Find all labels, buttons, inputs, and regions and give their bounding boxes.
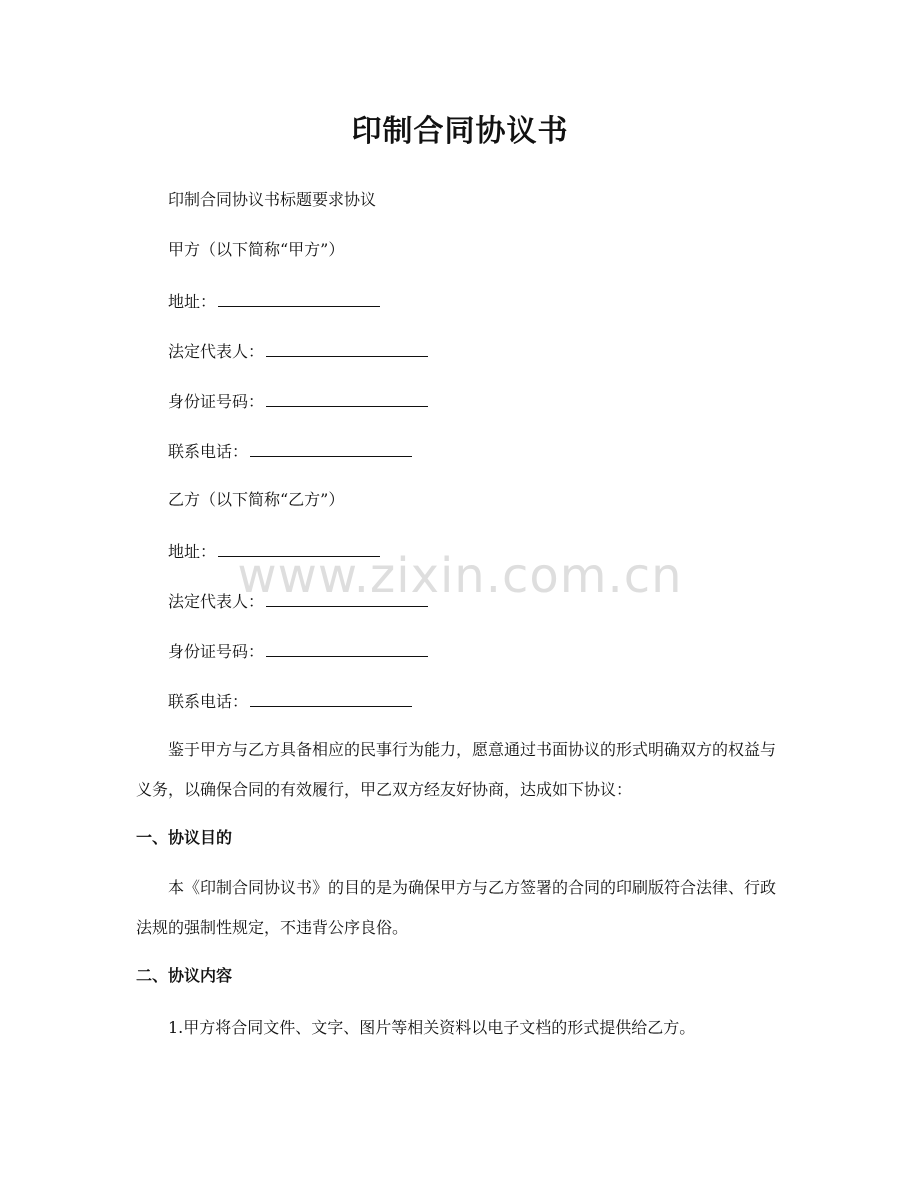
party-b-rep-blank <box>266 588 428 607</box>
party-a-address-blank <box>218 288 380 307</box>
party-a-rep-label: 法定代表人： <box>168 342 265 361</box>
document-title: 印制合同协议书 <box>351 114 569 149</box>
section2-heading: 二、协议内容 <box>136 966 233 985</box>
watermark: www.zixin.com.cn <box>237 548 683 604</box>
party-a-id-label: 身份证号码： <box>168 392 265 411</box>
party-a-heading: 甲方（以下简称“甲方”） <box>168 240 345 259</box>
party-a-rep-row <box>168 338 428 364</box>
party-b-id-blank <box>266 638 428 657</box>
party-b-address-row <box>168 538 380 564</box>
party-a-address-label: 地址： <box>168 292 217 311</box>
party-b-address-blank <box>218 538 380 557</box>
party-b-phone-label: 联系电话： <box>168 692 249 711</box>
document-subtitle: 印制合同协议书标题要求协议 <box>168 190 377 209</box>
section2-item1: 1.甲方将合同文件、文字、图片等相关资料以电子文档的形式提供给乙方。 <box>168 1018 696 1037</box>
section1-body: 本《印制合同协议书》的目的是为确保甲方与乙方签署的合同的印刷版符合法律、行政法规的强制性规定，不违背公序良俗。 <box>136 878 777 937</box>
party-a-id-row <box>168 388 428 414</box>
party-a-phone-row <box>168 438 412 464</box>
party-b-rep-row <box>168 588 428 614</box>
section1-heading: 一、协议目的 <box>136 828 233 847</box>
party-a-phone-label: 联系电话： <box>168 442 249 461</box>
party-b-phone-blank <box>250 688 412 707</box>
party-b-phone-row <box>168 688 412 714</box>
party-a-id-blank <box>266 388 428 407</box>
party-b-address-label: 地址： <box>168 542 217 561</box>
party-b-heading: 乙方（以下简称“乙方”） <box>168 490 345 509</box>
party-b-id-label: 身份证号码： <box>168 642 265 661</box>
party-b-rep-label: 法定代表人： <box>168 592 265 611</box>
party-b-id-row <box>168 638 428 664</box>
party-a-phone-blank <box>250 438 412 457</box>
party-a-address-row <box>168 288 380 314</box>
preamble-paragraph: 鉴于甲方与乙方具备相应的民事行为能力，愿意通过书面协议的形式明确双方的权益与义务，以确保合同的有效履行，甲乙双方经友好协商，达成如下协议： <box>136 740 777 799</box>
party-a-rep-blank <box>266 338 428 357</box>
